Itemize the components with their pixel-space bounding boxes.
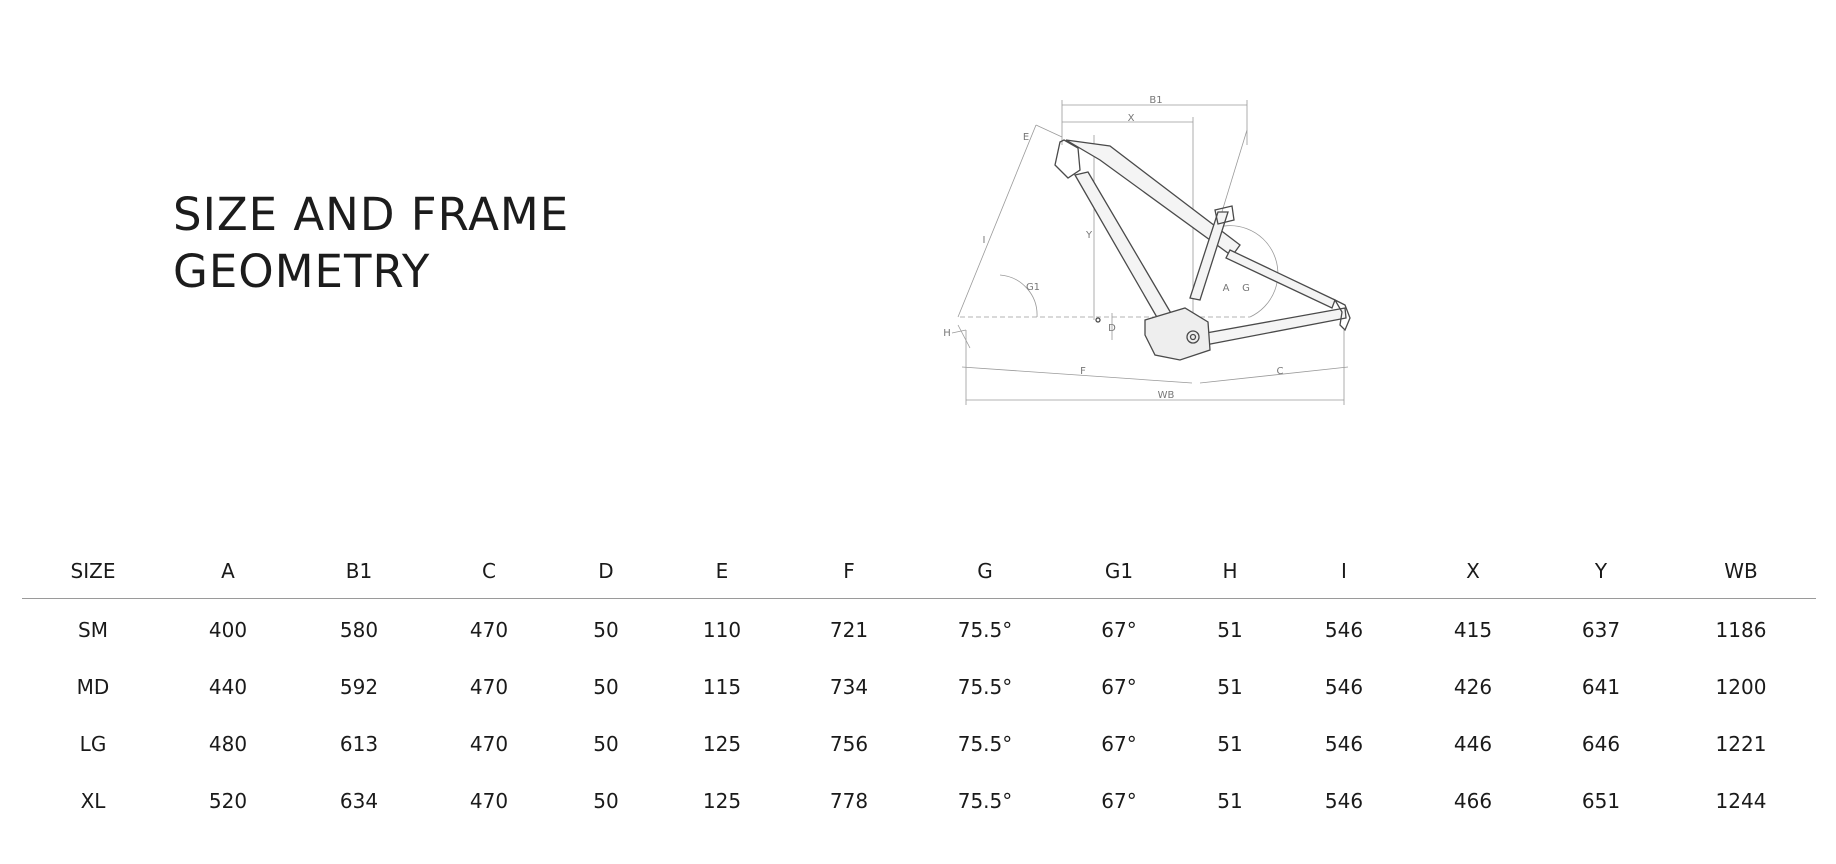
table-cell: 50: [593, 617, 619, 642]
table-cell: 470: [469, 731, 509, 756]
column-header: WB: [1724, 558, 1758, 583]
table-header-row: [22, 543, 1816, 599]
table-row: [22, 772, 1816, 829]
table-cell: 110: [702, 617, 742, 642]
table-cell: 51: [1217, 788, 1243, 813]
table-cell: 51: [1217, 617, 1243, 642]
size-cell: LG: [79, 731, 107, 756]
size-cell: XL: [80, 788, 106, 813]
table-row: [22, 658, 1816, 715]
page-title-line-1: SIZE AND FRAME: [173, 188, 570, 241]
dim-label-g1: G1: [1025, 282, 1041, 293]
table-cell: 50: [593, 674, 619, 699]
table-cell: 446: [1453, 731, 1493, 756]
table-cell: 51: [1217, 731, 1243, 756]
table-cell: 756: [829, 731, 869, 756]
column-header: F: [843, 558, 855, 583]
table-cell: 580: [339, 617, 379, 642]
page-title-line-2: GEOMETRY: [173, 245, 431, 298]
table-cell: 67°: [1101, 788, 1137, 813]
table-cell: 1200: [1715, 674, 1767, 699]
table-cell: 67°: [1101, 731, 1137, 756]
table-cell: 67°: [1101, 617, 1137, 642]
column-header: H: [1222, 558, 1238, 583]
table-cell: 592: [339, 674, 379, 699]
table-cell: 1186: [1715, 617, 1767, 642]
dim-label-a: A: [1222, 283, 1230, 294]
column-header: I: [1341, 558, 1347, 583]
table-cell: 734: [829, 674, 869, 699]
table-cell: 440: [208, 674, 248, 699]
table-cell: 646: [1581, 731, 1621, 756]
table-cell: 641: [1581, 674, 1621, 699]
column-header: A: [221, 558, 235, 583]
table-cell: 546: [1324, 731, 1364, 756]
table-cell: 1244: [1715, 788, 1767, 813]
column-header: G1: [1104, 558, 1134, 583]
frame-geometry-diagram: [930, 85, 1360, 415]
table-cell: 400: [208, 617, 248, 642]
table-row: [22, 599, 1816, 659]
table-cell: 1221: [1715, 731, 1767, 756]
table-cell: 75.5°: [957, 674, 1013, 699]
dim-label-d: D: [1108, 323, 1116, 334]
table-cell: 115: [702, 674, 742, 699]
table-cell: 651: [1581, 788, 1621, 813]
table-row: [22, 715, 1816, 772]
table-cell: 613: [339, 731, 379, 756]
table-cell: 546: [1324, 617, 1364, 642]
table-cell: 75.5°: [957, 617, 1013, 642]
dim-label-c: C: [1276, 366, 1284, 377]
table-cell: 470: [469, 674, 509, 699]
table-cell: 51: [1217, 674, 1243, 699]
table-cell: 50: [593, 788, 619, 813]
column-header: X: [1466, 558, 1480, 583]
dim-label-e: E: [1022, 132, 1030, 143]
table-cell: 546: [1324, 788, 1364, 813]
table-cell: 634: [339, 788, 379, 813]
table-cell: 470: [469, 617, 509, 642]
table-cell: 75.5°: [957, 731, 1013, 756]
dim-label-i: I: [982, 235, 986, 246]
table-cell: 637: [1581, 617, 1621, 642]
column-header: G: [977, 558, 993, 583]
size-cell: MD: [76, 674, 110, 699]
column-header: B1: [345, 558, 373, 583]
table-cell: 470: [469, 788, 509, 813]
table-cell: 125: [702, 788, 742, 813]
dim-label-g: G: [1242, 283, 1250, 294]
table-cell: 426: [1453, 674, 1493, 699]
dim-label-x: X: [1127, 113, 1135, 124]
dim-label-y: Y: [1085, 230, 1093, 241]
table-cell: 721: [829, 617, 869, 642]
dim-label-wb: WB: [1157, 390, 1175, 401]
table-cell: 480: [208, 731, 248, 756]
table-cell: 778: [829, 788, 869, 813]
column-header: Y: [1594, 558, 1608, 583]
table-cell: 50: [593, 731, 619, 756]
table-cell: 415: [1453, 617, 1493, 642]
column-header: D: [598, 558, 614, 583]
size-cell: SM: [78, 617, 108, 642]
table-cell: 520: [208, 788, 248, 813]
table-cell: 466: [1453, 788, 1493, 813]
dim-label-b1: B1: [1149, 95, 1163, 106]
table-cell: 546: [1324, 674, 1364, 699]
page-title: [173, 186, 569, 300]
table-cell: 67°: [1101, 674, 1137, 699]
table-cell: 75.5°: [957, 788, 1013, 813]
column-header: SIZE: [70, 558, 116, 583]
frame-tubes: [1055, 140, 1350, 360]
geometry-table: [22, 543, 1816, 829]
dimension-lines: [952, 100, 1348, 405]
column-header: E: [715, 558, 729, 583]
table-cell: 125: [702, 731, 742, 756]
column-header: C: [482, 558, 496, 583]
dim-label-f: F: [1080, 366, 1086, 377]
dim-label-h: H: [943, 328, 951, 339]
